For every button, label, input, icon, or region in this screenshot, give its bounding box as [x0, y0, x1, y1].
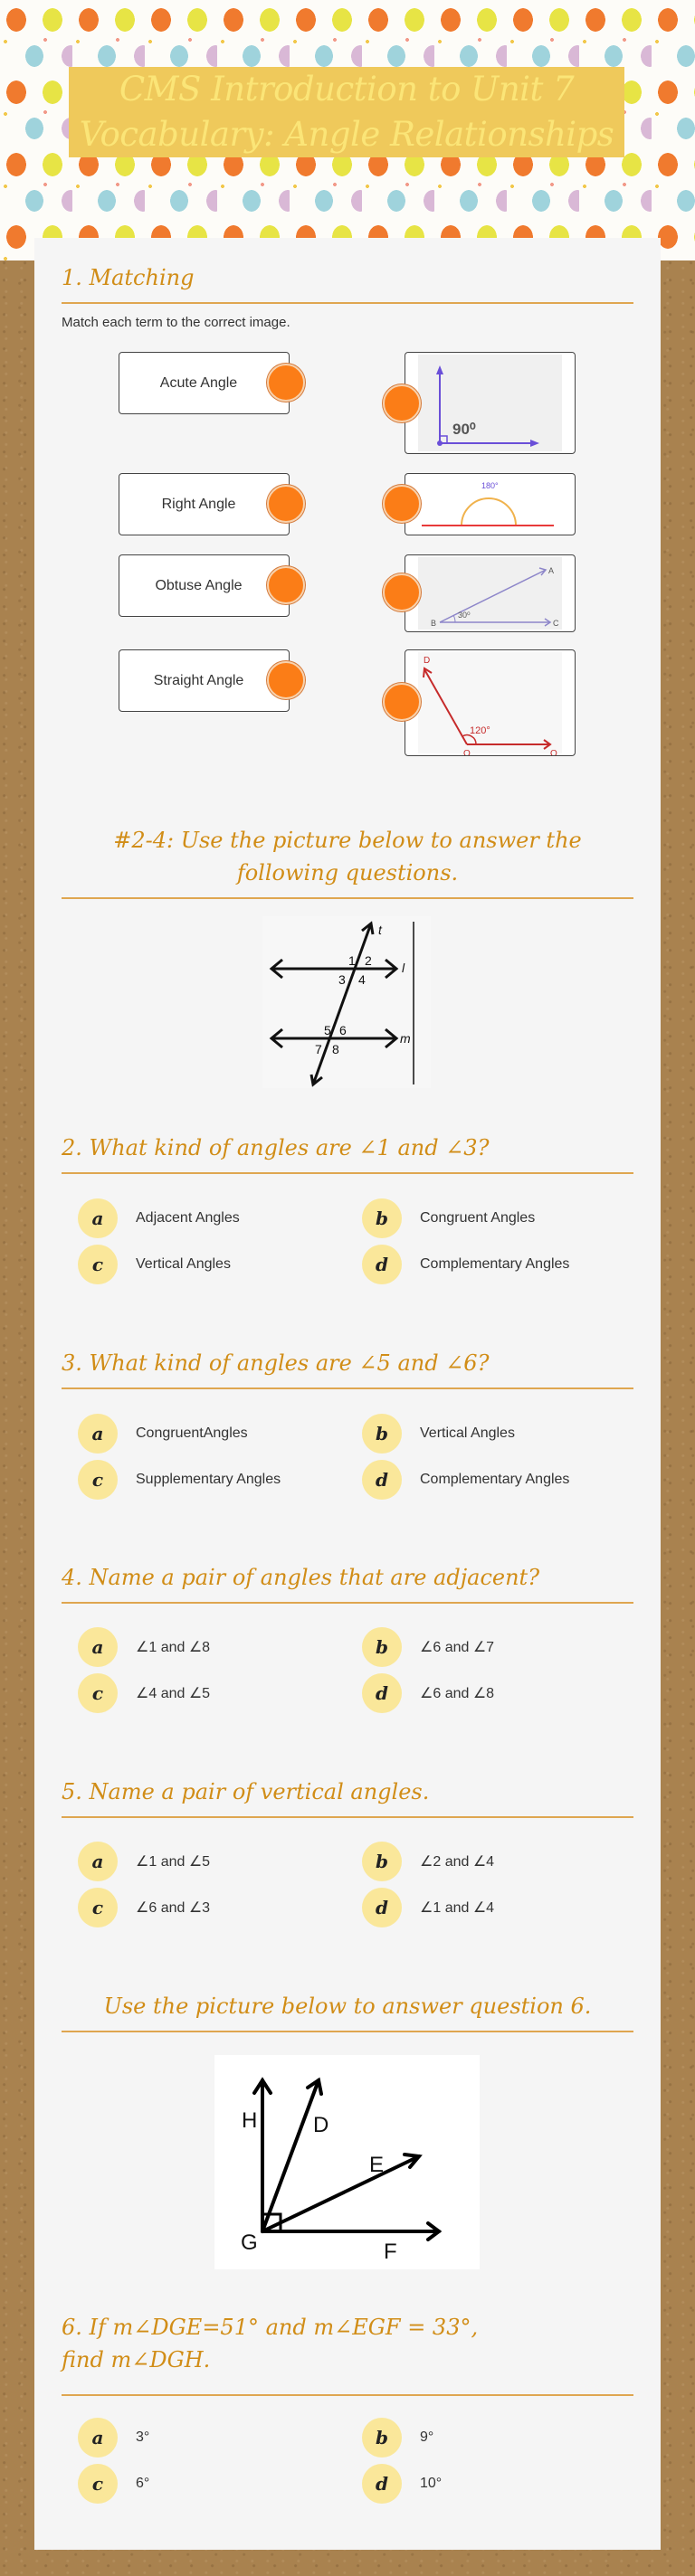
option-letter-badge: b [362, 1198, 402, 1238]
acute-angle-figure-icon [405, 555, 576, 632]
svg-text:2: 2 [365, 953, 372, 968]
q2-option-c[interactable] [78, 1244, 231, 1285]
option-letter-badge: a [78, 1627, 118, 1667]
q2-section [62, 1132, 633, 1174]
section-2-4-heading: #2-4: Use the picture below to answer the following questions. [62, 824, 633, 899]
svg-text:O: O [463, 749, 471, 757]
option-letter-badge: d [362, 1673, 402, 1713]
q5-heading: 5. Name a pair of vertical angles. [62, 1776, 633, 1818]
q2-option-d[interactable] [362, 1244, 569, 1285]
q3-option-a[interactable] [78, 1413, 248, 1454]
match-image-right-angle[interactable] [405, 352, 576, 454]
option-text: ∠2 and ∠4 [420, 1854, 495, 1870]
option-text: ∠1 and ∠8 [136, 1640, 211, 1655]
svg-text:F: F [384, 2240, 397, 2264]
title-line-1: CMS Introduction to Unit 7 [119, 70, 575, 109]
option-letter-badge: b [362, 1627, 402, 1667]
q3-section [62, 1347, 633, 1389]
angle-rays-figure-icon [214, 2055, 480, 2269]
match-connector-image-1[interactable] [383, 384, 421, 422]
option-text: Adjacent Angles [136, 1210, 240, 1226]
svg-text:E: E [369, 2153, 385, 2177]
svg-text:B: B [431, 619, 437, 628]
svg-text:1: 1 [348, 953, 356, 968]
q5-option-a[interactable] [78, 1841, 210, 1882]
svg-text:m: m [400, 1031, 411, 1046]
option-letter-badge: c [78, 1460, 118, 1500]
option-letter-badge: b [362, 2418, 402, 2458]
match-connector-term-1[interactable] [267, 364, 305, 402]
option-letter-badge: c [78, 2464, 118, 2504]
svg-text:5: 5 [324, 1023, 331, 1037]
q4-option-c[interactable] [78, 1672, 210, 1714]
q4-heading: 4. Name a pair of angles that are adjacent? [62, 1561, 633, 1604]
term-label: Obtuse Angle [155, 577, 243, 593]
q6-option-c[interactable] [78, 2463, 149, 2505]
svg-text:H: H [242, 2108, 258, 2133]
obtuse-angle-figure-icon [405, 650, 576, 756]
svg-text:C: C [553, 619, 559, 628]
option-letter-badge: d [362, 1888, 402, 1927]
parallel-lines-figure-icon [262, 916, 431, 1088]
section-2-4 [62, 824, 633, 899]
option-text: 6° [136, 2476, 150, 2491]
q3-option-d[interactable] [362, 1459, 569, 1501]
straight-angle-figure-icon [405, 474, 576, 535]
q2-heading: 2. What kind of angles are ∠1 and ∠3? [62, 1132, 633, 1174]
option-letter-badge: c [78, 1673, 118, 1713]
term-label: Right Angle [161, 496, 236, 512]
svg-text:Q: Q [550, 749, 557, 757]
q4-option-b[interactable] [362, 1626, 494, 1668]
q4-option-a[interactable] [78, 1626, 210, 1668]
option-text: Congruent Angles [420, 1210, 536, 1226]
q6-options [62, 2417, 633, 2516]
match-connector-image-3[interactable] [383, 573, 421, 611]
term-label: Straight Angle [153, 672, 244, 688]
svg-text:l: l [402, 961, 405, 975]
q1-instruction: Match each term to the correct image. [62, 315, 290, 330]
q3-options [62, 1413, 633, 1512]
worksheet-card [34, 238, 661, 2550]
q3-option-b[interactable] [362, 1413, 515, 1454]
option-text: Complementary Angles [420, 1256, 570, 1272]
option-letter-badge: a [78, 2418, 118, 2458]
svg-text:A: A [548, 566, 555, 575]
option-letter-badge: a [78, 1842, 118, 1881]
option-letter-badge: a [78, 1414, 118, 1454]
svg-text:G: G [241, 2230, 258, 2255]
svg-text:90⁰: 90⁰ [452, 421, 476, 438]
option-letter-badge: d [362, 1245, 402, 1284]
svg-text:t: t [378, 923, 382, 937]
q2-options [62, 1198, 633, 1297]
section-6 [62, 1990, 633, 2032]
option-text: ∠6 and ∠7 [420, 1640, 495, 1655]
match-term-acute-angle[interactable] [119, 352, 290, 414]
q4-section [62, 1561, 633, 1604]
svg-text:30⁰: 30⁰ [458, 611, 471, 620]
match-connector-term-3[interactable] [267, 566, 305, 604]
term-label: Acute Angle [159, 374, 238, 391]
page-title [80, 67, 614, 157]
q5-options [62, 1841, 633, 1940]
option-text: Complementary Angles [420, 1472, 570, 1487]
svg-text:120°: 120° [470, 725, 490, 736]
q5-option-d[interactable] [362, 1887, 494, 1928]
q3-option-c[interactable] [78, 1459, 281, 1501]
option-text: CongruentAngles [136, 1425, 248, 1441]
match-image-straight-angle[interactable] [405, 473, 576, 535]
svg-text:D: D [313, 2113, 329, 2137]
option-text: Supplementary Angles [136, 1472, 281, 1487]
svg-text:180°: 180° [481, 481, 499, 490]
q1-heading: 1. Matching [62, 261, 633, 304]
match-term-straight-angle[interactable] [119, 649, 290, 712]
angle-hdgef-figure [214, 2055, 480, 2269]
option-text: 9° [420, 2429, 434, 2445]
title-line-2: Vocabulary: Angle Relationships [79, 115, 614, 154]
option-letter-badge: b [362, 1414, 402, 1454]
parallel-lines-transversal-figure [262, 916, 431, 1088]
svg-text:D: D [424, 656, 431, 666]
option-letter-badge: c [78, 1888, 118, 1927]
option-text: 10° [420, 2476, 443, 2491]
q6-heading: 6. If m∠DGE=51° and m∠EGF = 33°, find m∠DGH. [62, 2311, 633, 2396]
q3-heading: 3. What kind of angles are ∠5 and ∠6? [62, 1347, 633, 1389]
match-connector-term-2[interactable] [267, 485, 305, 523]
q2-option-a[interactable] [78, 1198, 240, 1239]
q6-option-a[interactable] [78, 2417, 149, 2458]
option-text: 3° [136, 2429, 150, 2445]
match-connector-term-4[interactable] [267, 661, 305, 699]
svg-text:6: 6 [339, 1023, 347, 1037]
option-text: ∠1 and ∠4 [420, 1900, 495, 1916]
match-connector-image-2[interactable] [383, 485, 421, 523]
option-letter-badge: c [78, 1245, 118, 1284]
q5-section [62, 1776, 633, 1818]
match-term-obtuse-angle[interactable] [119, 554, 290, 617]
q4-options [62, 1626, 633, 1726]
svg-text:7: 7 [315, 1042, 322, 1056]
option-letter-badge: d [362, 1460, 402, 1500]
right-angle-figure-icon [405, 353, 576, 454]
q2-option-b[interactable] [362, 1198, 535, 1239]
option-letter-badge: b [362, 1842, 402, 1881]
q4-option-d[interactable] [362, 1672, 494, 1714]
q5-option-b[interactable] [362, 1841, 494, 1882]
q6-section [62, 2311, 633, 2396]
q5-option-c[interactable] [78, 1887, 210, 1928]
svg-text:4: 4 [358, 972, 366, 987]
option-text: ∠6 and ∠8 [420, 1686, 495, 1701]
option-letter-badge: a [78, 1198, 118, 1238]
section-6-heading: Use the picture below to answer question 6. [62, 1990, 633, 2032]
svg-text:3: 3 [338, 972, 346, 987]
option-text: ∠4 and ∠5 [136, 1686, 211, 1701]
title-banner [69, 67, 624, 157]
match-connector-image-4[interactable] [383, 683, 421, 721]
match-image-obtuse-angle[interactable] [405, 649, 576, 756]
option-text: Vertical Angles [420, 1425, 515, 1441]
q1-section [62, 261, 633, 330]
option-letter-badge: d [362, 2464, 402, 2504]
q6-option-d[interactable] [362, 2463, 442, 2505]
option-text: ∠1 and ∠5 [136, 1854, 211, 1870]
match-image-acute-angle[interactable] [405, 554, 576, 632]
match-term-right-angle[interactable] [119, 473, 290, 535]
svg-text:8: 8 [332, 1042, 339, 1056]
q6-option-b[interactable] [362, 2417, 433, 2458]
option-text: ∠6 and ∠3 [136, 1900, 211, 1916]
option-text: Vertical Angles [136, 1256, 231, 1272]
